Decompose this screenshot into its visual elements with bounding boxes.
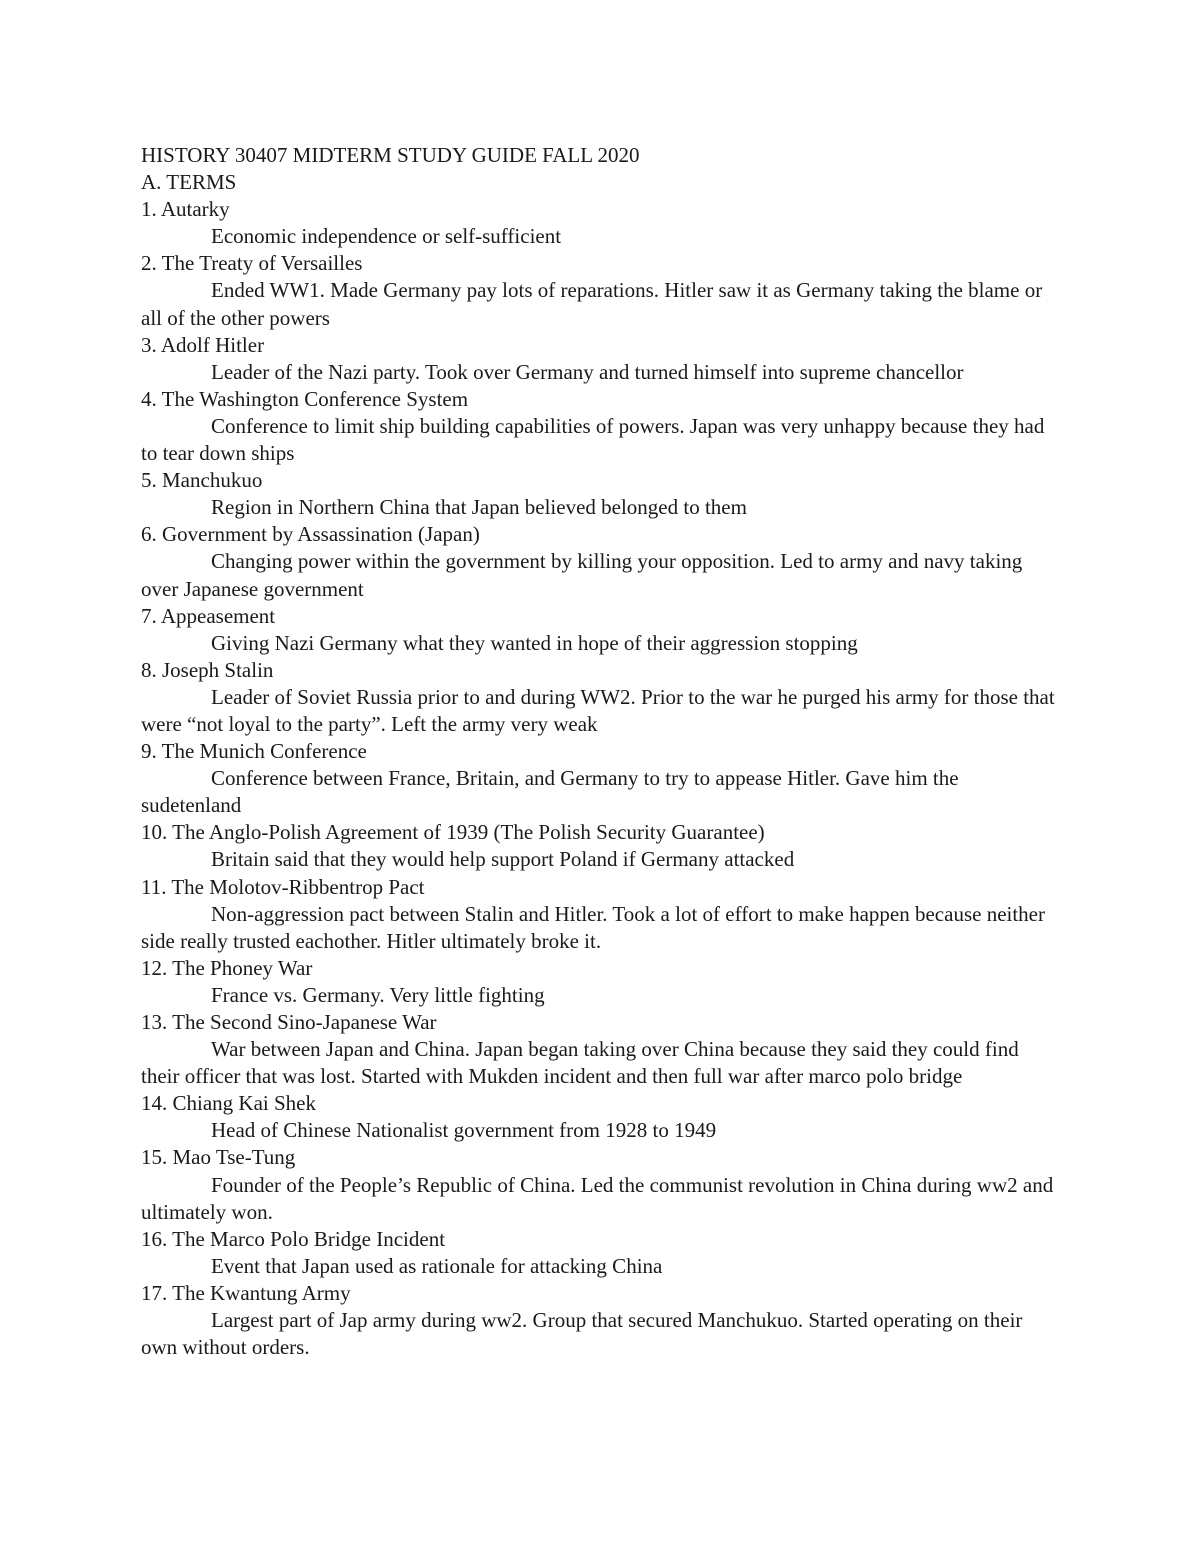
term-entry	[141, 332, 1061, 386]
term-heading: 2. The Treaty of Versailles	[141, 251, 363, 276]
term-heading: 17. The Kwantung Army	[141, 1280, 351, 1305]
term-definition: Ended WW1. Made Germany pay lots of reparations. Hitler saw it as Germany taking the blame or all of the other powers	[141, 278, 1043, 330]
term-definition: France vs. Germany. Very little fighting	[211, 982, 545, 1007]
term-heading: 4. The Washington Conference System	[141, 386, 469, 411]
term-definition: War between Japan and China. Japan began taking over China because they said they could find their officer that was lost. Started with Mukden incident and then full war after marco polo bridge	[141, 1037, 1019, 1089]
term-heading: 7. Appeasement	[141, 603, 276, 628]
term-entry	[141, 874, 1061, 955]
term-entry	[141, 819, 1061, 873]
term-definition: Conference to limit ship building capabilities of powers. Japan was very unhappy because they had to tear down ships	[141, 413, 1045, 466]
document-title: HISTORY 30407 MIDTERM STUDY GUIDE FALL 2020	[141, 143, 640, 167]
term-definition: Region in Northern China that Japan believed belonged to them	[211, 495, 747, 520]
term-heading: 16. The Marco Polo Bridge Incident	[141, 1226, 446, 1251]
term-heading: 9. The Munich Conference	[141, 739, 367, 764]
term-entry	[141, 1009, 1061, 1090]
term-definition: Changing power within the government by killing your opposition. Led to army and navy taking over Japanese government	[141, 549, 1023, 601]
term-entry	[141, 250, 1061, 331]
term-definition: Economic independence or self-sufficient	[211, 224, 562, 249]
term-entry	[141, 603, 1061, 657]
term-entry	[141, 1226, 1061, 1280]
term-heading: 8. Joseph Stalin	[141, 657, 274, 682]
term-heading: 11. The Molotov-Ribbentrop Pact	[141, 874, 425, 899]
term-definition: Conference between France, Britain, and Germany to try to appease Hitler. Gave him the sudetenland	[141, 766, 959, 818]
term-definition: Britain said that they would help support Poland if Germany attacked	[211, 847, 795, 872]
term-entry	[141, 467, 1061, 521]
term-heading: 13. The Second Sino-Japanese War	[141, 1010, 437, 1034]
section-heading: A. TERMS	[141, 170, 237, 195]
term-heading: 15. Mao Tse-Tung	[141, 1145, 296, 1170]
term-entry	[141, 1090, 1061, 1144]
term-entry	[141, 386, 1061, 467]
term-entry	[141, 1144, 1061, 1225]
term-definition: Largest part of Jap army during ww2. Group that secured Manchukuo. Started operating on their own without orders.	[141, 1308, 1023, 1360]
term-entry	[141, 196, 1061, 250]
term-heading: 12. The Phoney War	[141, 955, 313, 980]
term-heading: 14. Chiang Kai Shek	[141, 1091, 316, 1116]
study-guide-content	[141, 142, 1061, 1361]
term-definition: Giving Nazi Germany what they wanted in hope of their aggression stopping	[211, 630, 858, 655]
term-definition: Leader of Soviet Russia prior to and during WW2. Prior to the war he purged his army for those that were “not loyal to the party”. Left the army very weak	[141, 684, 1055, 736]
term-definition: Leader of the Nazi party. Took over Germany and turned himself into supreme chancellor	[211, 359, 964, 384]
term-heading: 3. Adolf Hitler	[141, 332, 265, 357]
term-entry	[141, 1280, 1061, 1361]
term-heading: 1. Autarky	[141, 197, 230, 222]
term-definition: Founder of the People’s Republic of China. Led the communist revolution in China during ww2 and ultimately won.	[141, 1172, 1054, 1224]
term-definition: Event that Japan used as rationale for attacking China	[211, 1253, 663, 1278]
term-heading: 10. The Anglo-Polish Agreement of 1939 (The Polish Security Guarantee)	[141, 820, 765, 845]
term-definition: Head of Chinese Nationalist government from 1928 to 1949	[211, 1118, 717, 1143]
term-list	[141, 196, 1061, 1361]
term-entry	[141, 955, 1061, 1009]
term-definition: Non-aggression pact between Stalin and Hitler. Took a lot of effort to make happen because neither side really trusted eachother. Hitler ultimately broke it.	[141, 901, 1045, 953]
term-entry	[141, 657, 1061, 738]
term-entry	[141, 738, 1061, 819]
term-heading: 6. Government by Assassination (Japan)	[141, 522, 480, 547]
term-heading: 5. Manchukuo	[141, 468, 263, 493]
term-entry	[141, 521, 1061, 602]
